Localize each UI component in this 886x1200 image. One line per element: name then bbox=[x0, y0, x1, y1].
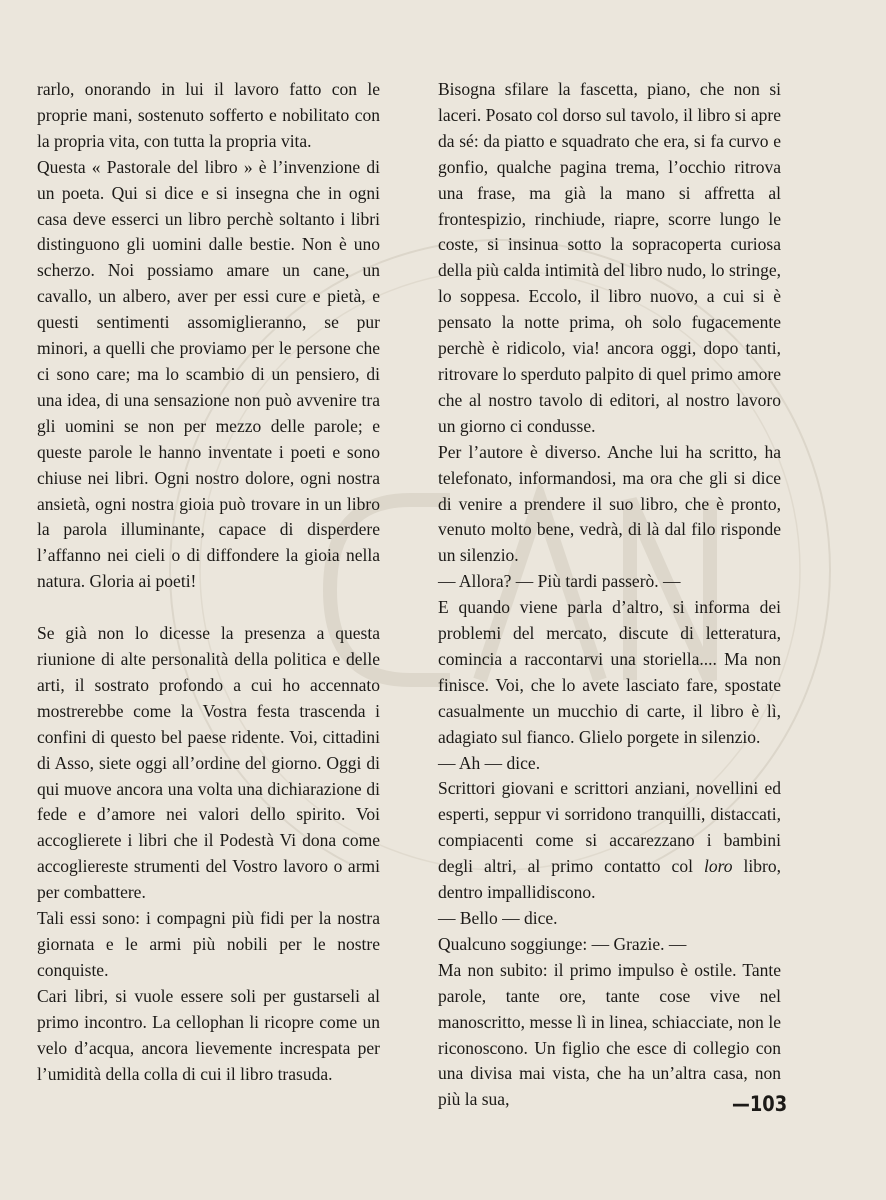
dialogue-line: — Allora? — Più tardi passerò. — bbox=[438, 571, 681, 592]
paragraph: Questa « Pastorale del libro » è l’invenzione di un poeta. Qui si dice e si insegna che in ogni casa deve esserci un libro perchè soltanto i libri distinguono gli uomini dalle bestie. Non è uno scherzo. Noi possiamo amare un cane, un cavallo, un albero, aver per essi cure e pietà, e questi sentimenti assomiglieranno, se pur minori, a quelli che proviamo per le persone che ci sono care; ma lo scambio di un pensiero, di una idea, di una sensazione non può avvenire tra gli uomini se non per mezzo delle parole; e queste parole le hanno inventate i poeti e sono chiuse nei libri. Ogni nostro dolore, ogni nostra ansietà, ogni nostra gioia può trovare in un libro la parola illuminante, capace di disperdere l’affanno nei cieli o di diffondere la gioia nella natura. Gloria ai poeti! bbox=[37, 156, 380, 592]
paragraph bbox=[438, 776, 781, 906]
paragraph: Se già non lo dicesse la presenza a questa riunione di alte personalità della politica e delle arti, il sostrato profondo a cui ho accennato mostrerebbe come la Vostra festa trascenda i confini di questo bel paese ridente. Voi, cittadini di Asso, siete oggi all’ordine del giorno. Oggi di qui muove ancora una volta una dichiarazione di fede e d’amore nei valori dello spirito. Voi accoglierete i libri che il Podestà Vi dona come accogliereste strumenti del Vostro lavoro o armi per combattere. bbox=[37, 623, 380, 903]
paragraph: rarlo, onorando in lui il lavoro fatto con le proprie mani, sostenuto sofferto e nobilitato con la propria vita, con tutta la propria vita. bbox=[37, 79, 380, 151]
paragraph: Bisogna sfilare la fascetta, piano, che non si laceri. Posato col dorso sul tavolo, il libro si apre da sé: da piatto e squadrato che era, si fa curvo e gonfio, qualche pagina trema, l’occhio ritrova una frase, ma già la mano si affretta al frontespizio, rinchiude, riapre, scorre lungo le coste, si insinua sotto la sopracoperta curiosa della più calda intimità del libro nudo, lo stringe, lo soppesa. Eccolo, il libro nuovo, a cui si è pensato la notte prima, oh solo fugacemente perchè è ridicolo, via! ancora oggi, dopo tanti, ritrovare lo sperduto palpito di quel primo amore che al nostro tavolo di editori, al nostro lavoro un giorno ci condusse. bbox=[438, 79, 781, 436]
page-number: —103 bbox=[732, 1092, 788, 1116]
dialogue-line: — Ah — dice. bbox=[438, 752, 541, 773]
paragraph: Per l’autore è diverso. Anche lui ha scritto, ha telefonato, informandosi, ma ora che gli si dice di venire a prendere il suo libro, che è pronto, venuto molto bene, vedrà, di là dal filo risponde un silenzio. bbox=[438, 441, 781, 566]
dialogue-line: — Bello — dice. bbox=[438, 908, 558, 928]
text-run: libro, dentro impallidiscono. bbox=[438, 856, 781, 903]
dialogue-line: Qualcuno soggiunge: — Grazie. — bbox=[438, 933, 687, 954]
paragraph: E quando viene parla d’altro, si informa dei problemi del mercato, discute di letteratura, comincia a raccontarvi una storiella.... Ma non finisce. Voi, che lo avete lasciato fare, spostate casualmente un mucchio di carte, il libro è lì, adagiato sul fianco. Glielo porgete in silenzio. bbox=[438, 597, 781, 747]
italic-word: loro bbox=[703, 856, 733, 877]
paragraph: Ma non subito: il primo impulso è ostile. Tante parole, tante ore, tante cose vive nel manoscritto, messe lì in linea, schiacciate, non le riconoscono. Un figlio che esce di collegio con una divisa mai vista, che ha un’altra casa, non più la sua, bbox=[438, 959, 781, 1110]
paragraph-gap bbox=[37, 595, 380, 621]
paragraph: Tali essi sono: i compagni più fidi per la nostra giornata e le armi più nobili per le nostre conquiste. bbox=[37, 908, 380, 980]
paragraph: Cari libri, si vuole essere soli per gustarseli al primo incontro. La cellophan li ricopre come un velo d’acqua, ancora lievemente increspata per l’umidità della colla di cui il libro trasuda. bbox=[37, 985, 380, 1084]
left-column bbox=[37, 77, 380, 1087]
text-run: Scrittori giovani e scrittori anziani, novellini ed esperti, seppur vi sorridono tranquilli, distaccati, compiacenti come si accarezzano i bambini degli altri, al primo contatto col bbox=[438, 778, 781, 877]
right-column bbox=[438, 77, 781, 1113]
